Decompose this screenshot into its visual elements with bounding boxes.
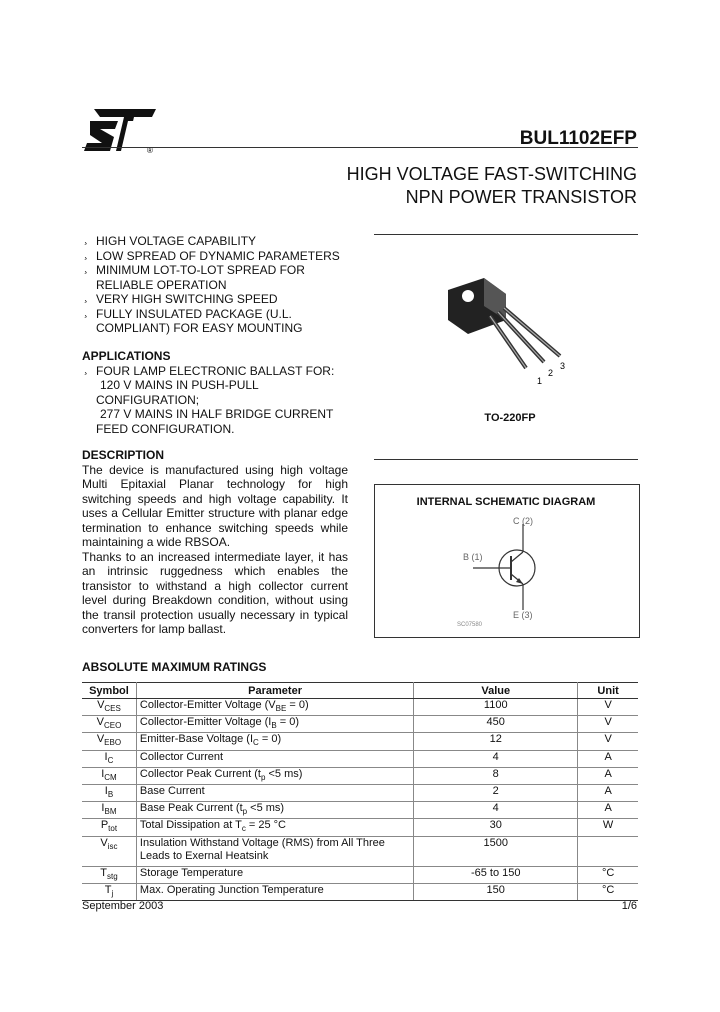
header-parameter: Parameter — [136, 683, 413, 699]
ratings-row — [82, 767, 638, 784]
application-line: CONFIGURATION; — [96, 392, 200, 407]
ratings-title: ABSOLUTE MAXIMUM RATINGS — [82, 660, 267, 674]
parameter-tail: = 0) — [276, 716, 300, 729]
parameter-tail: = 25 °C — [245, 819, 286, 832]
value-cell: 2 — [414, 784, 578, 801]
ratings-row — [82, 802, 638, 819]
description-heading: DESCRIPTION — [82, 448, 165, 462]
ratings-row — [82, 716, 638, 733]
header-value: Value — [414, 683, 578, 699]
symbol-letter: I — [104, 750, 108, 763]
value-cell: 8 — [414, 767, 578, 784]
unit-cell: A — [578, 802, 638, 819]
package-rule-bottom — [374, 459, 638, 460]
parameter-text: Collector Current — [139, 750, 224, 763]
ratings-body — [82, 699, 638, 901]
schematic-code: SC07580 — [457, 622, 483, 628]
parameter-tail: = 0) — [286, 699, 309, 711]
base-label: B (1) — [463, 552, 483, 562]
parameter-text: Base Current — [139, 784, 205, 797]
symbol-cell — [82, 883, 136, 900]
to220fp-package-drawing — [440, 272, 580, 392]
unit-cell — [578, 836, 638, 866]
parameter-text: Collector-Emitter Voltage (I — [139, 716, 272, 729]
unit-cell: W — [578, 819, 638, 836]
ratings-row — [82, 836, 638, 866]
parameter-text: Total Dissipation at T — [139, 819, 242, 832]
feature-item: ¸ MINIMUM LOT-TO-LOT SPREAD FOR — [82, 263, 372, 278]
ratings-row — [82, 733, 638, 750]
package-rule-top — [374, 234, 638, 235]
symbol-cell — [82, 836, 136, 866]
header-symbol: Symbol — [82, 683, 136, 699]
symbol-cell — [82, 866, 136, 883]
parameter-cell — [136, 802, 413, 819]
parameter-tail: <5 ms) — [247, 802, 285, 815]
feature-item: ¸ HIGH VOLTAGE CAPABILITY — [82, 234, 372, 249]
symbol-letter: V — [97, 699, 105, 711]
feature-item: ¸ FULLY INSULATED PACKAGE (U.L. — [82, 307, 372, 322]
parameter-subscript: p — [260, 772, 266, 782]
symbol-subscript: BM — [104, 807, 117, 817]
parameter-cell — [136, 733, 413, 750]
value-cell: 1100 — [414, 699, 578, 716]
ratings-header-row — [82, 683, 638, 699]
symbol-cell — [82, 767, 136, 784]
parameter-cell — [136, 883, 413, 900]
application-line: FEED CONFIGURATION. — [96, 421, 235, 436]
features-list — [82, 234, 372, 336]
header-rule — [82, 147, 638, 148]
schematic-title: INTERNAL SCHEMATIC DIAGRAM — [416, 496, 596, 508]
value-cell: 30 — [414, 819, 578, 836]
unit-cell: °C — [578, 883, 638, 900]
collector-label: C (2) — [513, 516, 533, 526]
feature-item: ¸ VERY HIGH SWITCHING SPEED — [82, 292, 372, 307]
symbol-subscript: CEO — [103, 721, 122, 731]
unit-cell: A — [578, 784, 638, 801]
parameter-cell — [136, 750, 413, 767]
pin-label: 1 — [537, 376, 543, 386]
parameter-text: Emitter-Base Voltage (I — [139, 733, 254, 746]
feature-item-cont: RELIABLE OPERATION — [96, 277, 227, 292]
parameter-subscript: c — [241, 824, 246, 834]
symbol-subscript: j — [111, 889, 114, 899]
ratings-row — [82, 699, 638, 716]
application-item: ¸ FOUR LAMP ELECTRONIC BALLAST FOR: — [82, 364, 372, 379]
parameter-cell — [136, 819, 413, 836]
symbol-letter: V — [96, 716, 104, 729]
parameter-text: Insulation Withstand Voltage (RMS) from All Three Leads to Exernal Heatsink — [139, 836, 385, 862]
parameter-subscript: p — [242, 807, 248, 817]
symbol-letter: I — [104, 784, 108, 797]
part-number: BUL1102EFP — [519, 128, 637, 149]
feature-item-cont: COMPLIANT) FOR EASY MOUNTING — [96, 321, 303, 335]
value-cell: -65 to 150 — [414, 866, 578, 883]
parameter-subscript: C — [253, 738, 259, 748]
symbol-subscript: isc — [107, 841, 118, 851]
parameter-text: Storage Temperature — [139, 866, 244, 879]
emitter-label: E (3) — [513, 610, 533, 620]
parameter-cell — [136, 767, 413, 784]
application-line: 120 V MAINS IN PUSH-PULL — [100, 378, 259, 392]
parameter-tail: <5 ms) — [265, 767, 303, 780]
parameter-tail: = 0) — [258, 733, 282, 746]
applications-heading: APPLICATIONS — [82, 349, 171, 363]
ratings-row — [82, 866, 638, 883]
st-logo — [82, 107, 158, 157]
description-paragraph-2: Thanks to an increased intermediate layer, it has an intrinsic ruggedness which enables the transistor to withstand a high collector current level during Breakdown condition, without using the transil protection usually necessary in typical converters for lamp ballast. — [82, 549, 348, 636]
symbol-subscript: stg — [106, 871, 118, 881]
symbol-letter: P — [100, 819, 109, 832]
parameter-cell — [136, 699, 413, 716]
symbol-letter: V — [100, 836, 108, 849]
parameter-cell — [136, 784, 413, 801]
applications-section — [82, 349, 372, 436]
value-cell: 4 — [414, 802, 578, 819]
package-label: TO-220FP — [484, 412, 536, 424]
symbol-cell — [82, 819, 136, 836]
unit-cell: V — [578, 716, 638, 733]
page-number: 1/6 — [621, 900, 637, 912]
unit-cell: V — [578, 733, 638, 750]
pin-label: 2 — [548, 368, 554, 378]
symbol-letter: T — [104, 883, 112, 896]
symbol-letter: I — [101, 767, 105, 780]
value-cell: 4 — [414, 750, 578, 767]
ratings-row — [82, 784, 638, 801]
ratings-row — [82, 750, 638, 767]
product-subtitle — [260, 163, 637, 209]
footer-date: September 2003 — [82, 900, 164, 912]
symbol-cell — [82, 750, 136, 767]
ratings-row — [82, 883, 638, 900]
parameter-cell — [136, 836, 413, 866]
symbol-subscript: CM — [104, 772, 117, 782]
description-section — [82, 448, 348, 637]
symbol-cell — [82, 716, 136, 733]
symbol-subscript: B — [107, 790, 114, 800]
feature-item: ¸ LOW SPREAD OF DYNAMIC PARAMETERS — [82, 249, 372, 264]
symbol-letter: I — [101, 802, 105, 815]
parameter-text: Collector Peak Current (t — [139, 767, 261, 780]
value-cell: 450 — [414, 716, 578, 733]
ratings-row — [82, 819, 638, 836]
unit-cell: V — [578, 699, 638, 716]
parameter-subscript: B — [271, 721, 277, 731]
symbol-subscript: CES — [104, 704, 121, 714]
subtitle-line-1: HIGH VOLTAGE FAST-SWITCHING — [346, 164, 637, 184]
symbol-subscript: C — [107, 755, 114, 765]
application-line: 277 V MAINS IN HALF BRIDGE CURRENT — [100, 407, 334, 421]
parameter-cell — [136, 866, 413, 883]
symbol-letter: T — [100, 866, 107, 879]
unit-cell: A — [578, 767, 638, 784]
subtitle-line-2: NPN POWER TRANSISTOR — [405, 187, 637, 207]
ratings-table — [82, 682, 638, 901]
parameter-subscript: BE — [275, 704, 287, 714]
unit-cell: A — [578, 750, 638, 767]
value-cell: 150 — [414, 883, 578, 900]
symbol-subscript: tot — [108, 824, 118, 834]
value-cell: 12 — [414, 733, 578, 750]
symbol-letter: V — [96, 733, 105, 746]
parameter-text: Base Peak Current (t — [139, 802, 243, 815]
symbol-subscript: EBO — [104, 738, 122, 748]
symbol-cell — [82, 802, 136, 819]
description-paragraph-1: The device is manufactured using high voltage Multi Epitaxial Planar technology for high switching speeds and high voltage capability. It uses a Cellular Emitter structure with planar edge termination to enhance switching speeds while maintaining a wide RBSOA. — [82, 462, 348, 549]
symbol-cell — [82, 699, 136, 716]
npn-transistor-symbol — [455, 512, 565, 630]
parameter-cell — [136, 716, 413, 733]
symbol-cell — [82, 784, 136, 801]
symbol-cell — [82, 733, 136, 750]
header-unit: Unit — [578, 683, 638, 699]
value-cell: 1500 — [414, 836, 578, 866]
parameter-text: Max. Operating Junction Temperature — [139, 883, 324, 896]
parameter-text: Collector-Emitter Voltage (V — [139, 699, 276, 711]
registered-mark: ® — [147, 146, 153, 155]
unit-cell: °C — [578, 866, 638, 883]
pin-label: 3 — [560, 361, 566, 371]
